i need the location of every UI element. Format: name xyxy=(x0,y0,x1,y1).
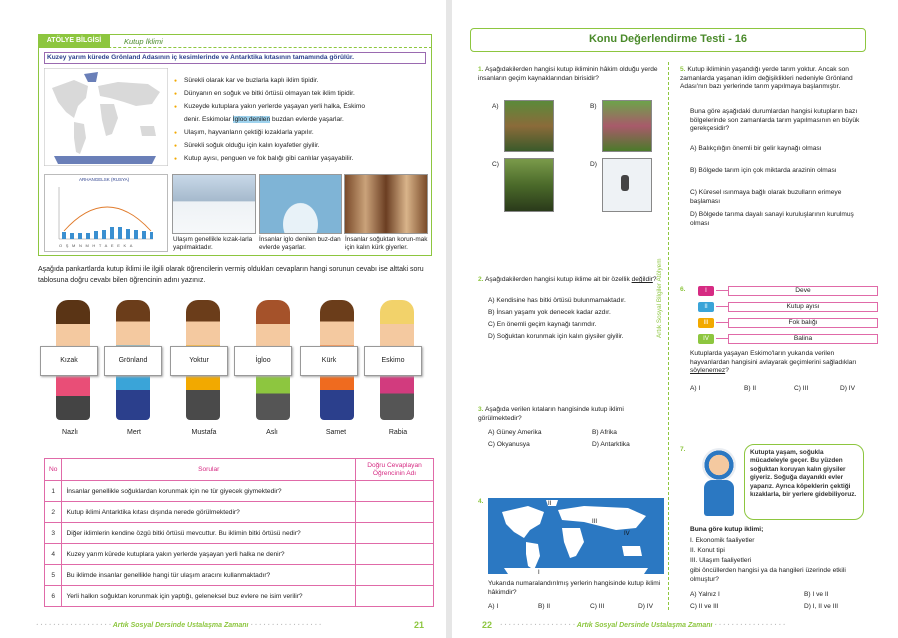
answer-cell-6[interactable] xyxy=(356,586,434,607)
caption-fur: İnsanlar soğuktan korun-mak için kalın kürk giyerler. xyxy=(345,236,428,251)
q1-opt-d[interactable]: D) xyxy=(590,161,597,168)
test-title: Konu Değerlendirme Testi - 16 xyxy=(470,28,866,52)
workshop-header xyxy=(38,34,432,48)
placard-6: Eskimo xyxy=(364,346,422,376)
q6-row-2: II Kutup ayısı xyxy=(698,302,878,312)
highlight-igloo: İgloo denilen xyxy=(232,116,271,123)
instruction-text: Aşağıda pankartlarda kutup iklimi ile ilgili olarak öğrencilerin vermiş oldukları cevapların hangi sorunun cevabı ise alttaki soru tablosuna doğru cevabı bilen öğrencinin adını yazınız. xyxy=(38,266,424,284)
answer-cell-5[interactable] xyxy=(356,565,434,586)
q1-beekeeping-photo xyxy=(504,158,554,212)
bullet-3-cont-b: buzdan evlerde yaşarlar. xyxy=(272,116,344,123)
table-row: 6 Yerli halkın soğuktan korunmak için yaptığı, geleneksel buz evlere ne isim verilir? xyxy=(45,586,434,607)
q6-opt-b[interactable]: B) II xyxy=(744,385,757,392)
workshop-badge: ATÖLYE BİLGİSİ xyxy=(38,34,110,48)
chart-plot xyxy=(47,185,165,245)
bullet-3-cont xyxy=(184,115,344,124)
bullet-6: ● Kutup ayısı, penguen ve fok balığı gibi canlılar yaşayabilir. xyxy=(184,154,353,163)
map-label-2: II xyxy=(548,501,552,507)
table-head-no: No xyxy=(45,459,62,481)
placard-2: Grönland xyxy=(104,346,162,376)
q1-farming-photo xyxy=(602,100,652,152)
answer-cell-1[interactable] xyxy=(356,481,434,502)
q2-opt-a[interactable]: A) Kendisine has bitki örtüsü bulunmamaktadır. xyxy=(488,297,626,304)
table-head-answer: Doğru Cevaplayan Öğrencinin Adı xyxy=(356,459,434,481)
q3-opt-d[interactable]: D) Antarktika xyxy=(592,441,630,448)
placard-4: İgloo xyxy=(234,346,292,376)
kid-name-4: Aslı xyxy=(266,429,278,436)
table-row: 1 İnsanlar genellikle soğuklardan korunmak için ne tür giyecek giymektedir? xyxy=(45,481,434,502)
q6-opt-d[interactable]: D) IV xyxy=(840,385,856,392)
table-row: 5 Bu iklimde insanlar genellikle hangi tür ulaşım aracını kullanmaktadır? xyxy=(45,565,434,586)
q5-text2: Buna göre aşağıdaki durumlardan hangisi kutupların bazı bölgelerinde son zamanlarda tarım yapılmasının en büyük gerekçesidir? xyxy=(690,108,860,133)
chart-label: ARHANGELSK (RUSYA) xyxy=(79,177,130,182)
world-map-image xyxy=(44,68,168,166)
q7-lead: Buna göre kutup iklimi; xyxy=(690,526,764,533)
kids-row xyxy=(44,296,50,306)
q7-opt-b[interactable]: B) I ve II xyxy=(804,591,829,598)
q6-row-4: IV Balina xyxy=(698,334,878,344)
q5-opt-d[interactable]: D) Bölgede tarıma dayalı sanayi kuruluşlarının kurulmuş olması xyxy=(690,211,854,227)
workshop-title: Kutup İklimi xyxy=(124,37,163,46)
kid-name-2: Mert xyxy=(127,429,141,436)
question-table xyxy=(44,458,434,607)
q6-opt-c[interactable]: C) III xyxy=(794,385,809,392)
q7-opt-d[interactable]: D) I, II ve III xyxy=(804,603,839,610)
q2-negation: değildir xyxy=(631,276,653,283)
q6-row-3: III Fok balığı xyxy=(698,318,878,328)
q3-text: 3. Aşağıda verilen kıtaların hangisinde kutup iklimi görülmektedir? xyxy=(478,406,624,422)
q7-number: 7. xyxy=(680,446,686,453)
q4-opt-d[interactable]: D) IV xyxy=(638,603,654,610)
bullet-1: ● Sürekli olarak kar ve buzlarla kaplı iklim tipidir. xyxy=(184,76,319,85)
answer-cell-4[interactable] xyxy=(356,544,434,565)
q2-opt-d[interactable]: D) Soğuktan korunmak için kalın giysiler giyilir. xyxy=(488,333,624,340)
q2-text: 2. Aşağıdakilerden hangisi kutup iklime ait bir özellik değildir? xyxy=(478,276,657,283)
q1-ice-fishing-photo xyxy=(602,158,652,212)
q6-animal-list xyxy=(698,286,878,346)
q1-fisher-figure xyxy=(621,175,629,191)
q5-text: 5. Kutup ikliminin yaşandığı yerde tarım yoktur. Ancak son zamanlarda yaşanan iklim değişiklikleri nedeniyle Grönland Adası'nın bazı yerlerinde tarım yapılmaya başlanmıştır. xyxy=(680,66,853,91)
q7-opt-a[interactable]: A) Yalnız I xyxy=(690,591,720,598)
q7-item-3: III. Ulaşım faaliyetleri xyxy=(690,557,752,564)
placard-3: Yoktur xyxy=(170,346,228,376)
q2-opt-c[interactable]: C) En önemli geçim kaynağı tarımdır. xyxy=(488,321,597,328)
left-page-number: 21 xyxy=(414,620,425,630)
q4-text: Yukarıda numaralandırılmış yerlerin hangisinde kutup iklimi hâkimdir? xyxy=(488,580,661,596)
kid-name-1: Nazlı xyxy=(62,429,78,436)
answer-cell-2[interactable] xyxy=(356,502,434,523)
q7-text: gibi öncüllerden hangisi ya da hangileri üzerinde etkili olmuştur? xyxy=(690,567,846,583)
q4-number: 4. xyxy=(478,498,484,505)
bullet-5: ● Sürekli soğuk olduğu için kalın kıyafetler giyilir. xyxy=(184,141,320,150)
left-footer: · · · · · · · · · · · · · · · · · · Artık Sosyal Dersinde Ustalaşma Zamanı · · · · · · · · · · · · · · · · · xyxy=(36,622,322,629)
bullet-2: ● Dünyanın en soğuk ve bitki örtüsü olmayan tek iklim tipidir. xyxy=(184,89,355,98)
q6-negation: söylenemez xyxy=(690,367,726,375)
kid-name-3: Mustafa xyxy=(191,429,217,436)
q5-opt-c[interactable]: C) Küresel ısınmaya bağlı olarak buzulların erimeye başlaması xyxy=(690,189,842,205)
map-label-1: I xyxy=(538,570,540,576)
igloo-photo xyxy=(259,174,342,234)
fur-clothes-photo xyxy=(344,174,428,234)
q7-item-2: II. Konut tipi xyxy=(690,547,725,554)
chart-months: OŞMNMHTAEEKA xyxy=(59,243,137,248)
q7-item-1: I. Ekonomik faaliyetler xyxy=(690,537,755,544)
q6-row-1: I Deve xyxy=(698,286,878,296)
table-row: 2 Kutup iklimi Antarktika kıtası dışında nerede görülmektedir? xyxy=(45,502,434,523)
right-page: Konu Değerlendirme Testi - 16 Artık Sosyal Bilgiler Atölyem 1. Aşağıdakilerden hangisi kutup ikliminin hâkim olduğu yerde insanların geçim kaynaklarından birisidir? A) B) C) D) 2. Aşağıdakilerden hangisi kutup iklime ait bir özellik değildir? A) Kendisine has bitki örtüsü bulunmamaktadır. B) İnsan yaşamı yok denecek kadar azdır. C) En önemli geçim kaynağı tarımdır. D) Soğuktan korunmak için kalın giysiler giyilir. 3. Aşağıda verilen kıtaların hangisinde kutup iklimi görülmektedir? A) Güney Amerika B) Afrika C) Okyanusya D) Antarktika 4. II III IV I Yukarıda numaralandırılmış yerlerin hangisinde kutup iklimi hâkimdir? A) I B) II C) III D) IV 5. Kutup ikliminin yaşandığı yerde tarım yoktur. Ancak son zamanlarda yaşanan iklim değişiklikleri nedeniyle Grönland Adası'nın bazı yerlerinde tarım yapılmaya başlanmıştır. Buna göre aşağıdaki durumlardan hangisi kutupların bazı bölgelerinde son zamanlarda tarım yapılmasının en büyük gerekçesidir? A) Balıkçılığın önemli bir gelir kaynağı olması B) Bölgede tarım için çok miktarda arazinin olması C) Küresel ısınmaya bağlı olarak buzulların erimeye başlaması D) Bölgede tarıma dayalı sanayi kuruluşlarının kurulmuş olması 6. I Deve II Kutup ayısı III Fok balığı IV Balina Kutuplarda yaşayan Eskimo'ların yukarıda verilen hayvanlardan hangisini avlayarak geçimlerini sağladıkları söylenemez? A) I B) II C) III D) IV 7. Kutupta yaşam, soğukla mücadeleyle geçer. Bu yüzden soğuktan koruyan kalın giysiler giyeriz. Soğuğa dayanıklı evler yaparız. Ayrıca köpeklerin çektiği kızaklarla, bir yerlere gidebiliyoruz. Buna göre kutup iklimi; I. Ekonomik faaliyetler II. Konut tipi III. Ulaşım faaliyetleri gibi öncüllerden hangisi ya da hangileri üzerinde etkili olmuştur? A) Yalnız I B) I ve II C) II ve III D) I, II ve III 22 · · · · · · · · · · · · · · · · · · Artık Sosyal Dersinde Ustalaşma Zamanı · · · · · · · · · · · · · · · · · xyxy=(452,0,898,638)
q5-opt-b[interactable]: B) Bölgede tarım için çok miktarda arazinin olması xyxy=(690,167,837,174)
q3-opt-b[interactable]: B) Afrika xyxy=(592,429,617,436)
intro-text: Kuzey yarım kürede Grönland Adasının iç kesimlerinde ve Antarktika kıtasının tamamında görülür. xyxy=(44,52,426,64)
q3-opt-a[interactable]: A) Güney Amerika xyxy=(488,429,542,436)
bullet-4: ● Ulaşım, hayvanların çektiği kızaklarla yapılır. xyxy=(184,128,314,137)
q4-opt-a[interactable]: A) I xyxy=(488,603,499,610)
q6-number: 6. xyxy=(680,286,686,293)
q4-world-map xyxy=(488,498,664,574)
q4-opt-b[interactable]: B) II xyxy=(538,603,551,610)
q1-opt-a[interactable]: A) xyxy=(492,103,499,110)
q1-opt-b[interactable]: B) xyxy=(590,103,597,110)
climate-chart xyxy=(44,174,168,252)
column-divider xyxy=(668,62,669,610)
q6-opt-a[interactable]: A) I xyxy=(690,385,701,392)
caption-igloo: İnsanlar iglo denilen buz-dan evlerde yaşarlar. xyxy=(259,236,341,251)
answer-cell-3[interactable] xyxy=(356,523,434,544)
q1-text: 1. Aşağıdakilerden hangisi kutup ikliminin hâkim olduğu yerde insanların geçim kaynaklarından birisidir? xyxy=(478,66,658,82)
placard-5: Kürk xyxy=(300,346,358,376)
placard-1: Kızak xyxy=(40,346,98,376)
q6-text: Kutuplarda yaşayan Eskimo'ların yukarıda verilen hayvanlardan hangisini avlayarak geçimlerini sağladıkları söylenemez? xyxy=(690,350,857,375)
map-label-4: IV xyxy=(624,531,630,537)
q4-opt-c[interactable]: C) III xyxy=(590,603,605,610)
bullet-3-cont-a: denir. Eskimolar xyxy=(184,116,231,123)
eskimo-figure xyxy=(698,448,740,518)
q1-opt-c[interactable]: C) xyxy=(492,161,499,168)
q3-opt-c[interactable]: C) Okyanusya xyxy=(488,441,530,448)
table-head-questions: Sorular xyxy=(62,459,356,481)
eskimo-head xyxy=(702,448,736,482)
sled-dogs-photo xyxy=(172,174,256,234)
map-label-3: III xyxy=(592,519,598,525)
table-row: 3 Diğer iklimlerin kendine özgü bitki örtüsü mevcuttur. Bu iklimin bitki örtüsü nedir? xyxy=(45,523,434,544)
left-page xyxy=(0,0,446,638)
q7-speech-bubble: Kutupta yaşam, soğukla mücadeleyle geçer. Bu yüzden soğuktan koruyan kalın giysiler giyeriz. Soğuğa dayanıklı evler yaparız. Ayrıca köpeklerin çektiği kızaklarla, bir yerlere gidebiliyoruz. xyxy=(744,444,864,520)
caption-sled: Ulaşım genellikle kızak-larla yapılmaktadır. xyxy=(173,236,253,251)
right-footer: · · · · · · · · · · · · · · · · · · Artık Sosyal Dersinde Ustalaşma Zamanı · · · · · · · · · · · · · · · · · xyxy=(500,622,786,629)
right-page-number: 22 xyxy=(482,620,493,630)
kid-name-5: Samet xyxy=(325,429,347,436)
q2-opt-b[interactable]: B) İnsan yaşamı yok denecek kadar azdır. xyxy=(488,309,611,316)
q5-opt-a[interactable]: A) Balıkçılığın önemli bir gelir kaynağı olması xyxy=(690,145,822,152)
kid-name-6: Rabia xyxy=(388,429,408,436)
q1-forestry-photo xyxy=(504,100,554,152)
eskimo-body xyxy=(704,480,734,516)
q7-opt-c[interactable]: C) II ve III xyxy=(690,603,719,610)
bullet-3: ● Kuzeyde kutuplara yakın yerlerde yaşayan yerli halka, Eskimo xyxy=(184,102,365,111)
table-row: 4 Kuzey yarım kürede kutuplara yakın yerlerde yaşayan yerli halka ne denir? xyxy=(45,544,434,565)
